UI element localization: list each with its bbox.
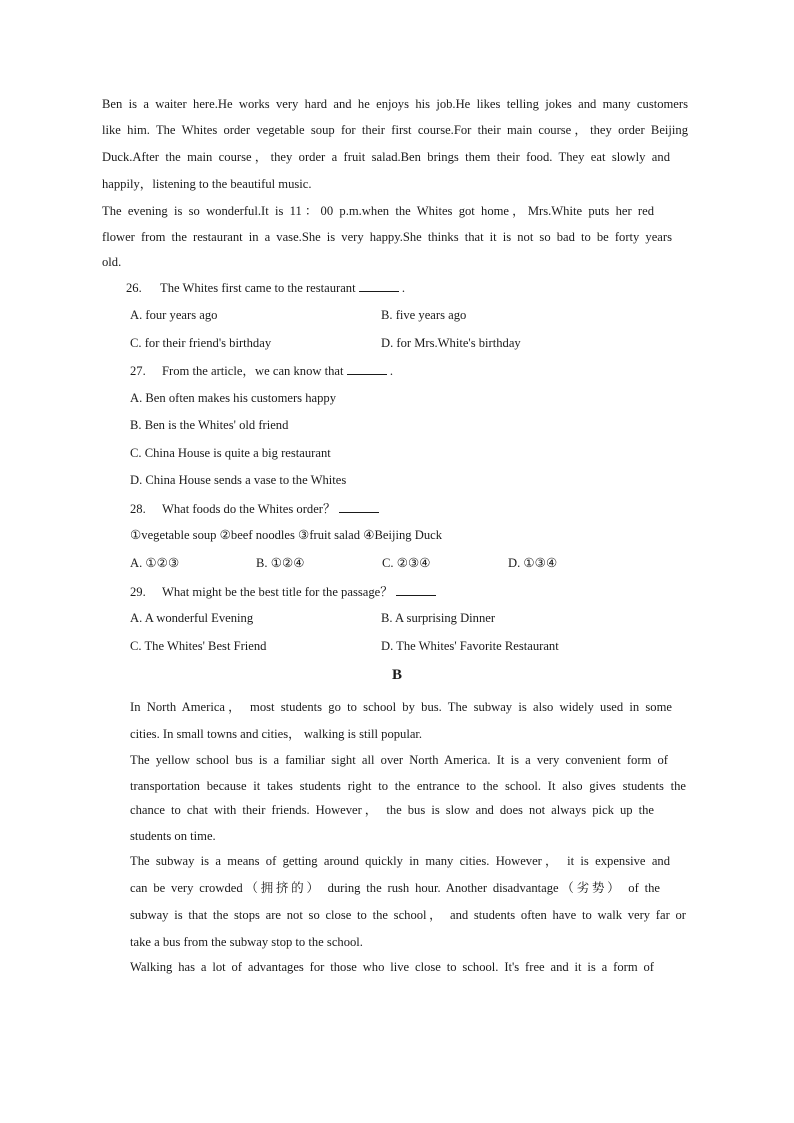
answer-blank[interactable] (347, 362, 387, 375)
question-stem: The Whites first came to the restaurant (160, 281, 356, 295)
passage-b-line: students on time. (130, 829, 216, 843)
answer-blank[interactable] (339, 500, 379, 513)
option-b[interactable]: B. ①②④ (256, 556, 305, 570)
option-d[interactable]: D. for Mrs.White's birthday (381, 336, 521, 350)
option-a[interactable]: A. four years ago (130, 308, 218, 322)
passage-b-line: Walking has a lot of advantages for those who live close to school. It's free and it is a form of (130, 960, 654, 974)
passage-b-line: The yellow school bus is a familiar sight all over North America. It is a very convenient form of (130, 753, 668, 767)
question-stem: From the article，we can know that (162, 364, 344, 378)
question-28 (130, 500, 379, 517)
option-d[interactable]: D. The Whites' Favorite Restaurant (381, 639, 559, 653)
option-b[interactable]: B. A surprising Dinner (381, 611, 496, 625)
passage-a-line: old. (102, 255, 122, 269)
option-c[interactable]: C. ②③④ (382, 556, 431, 570)
passage-a-line: happily，listening to the beautiful music. (102, 177, 312, 191)
question-number: 26. (126, 281, 142, 295)
option-a[interactable]: A. Ben often makes his customers happy (130, 391, 337, 405)
option-c[interactable]: C. China House is quite a big restaurant (130, 446, 331, 460)
passage-a-line: The evening is so wonderful.It is 11：00 p.m.when the Whites got home，Mrs.White puts her red (102, 204, 654, 218)
option-a[interactable]: A. A wonderful Evening (130, 611, 254, 625)
question-28-items: ①vegetable soup ②beef noodles ③fruit salad ④Beijing Duck (130, 528, 443, 542)
passage-b-line: transportation because it takes students right to the entrance to the school. It also gives students the (130, 779, 686, 793)
passage-b-line: subway is that the stops are not so close to the school， and students often have to walk very far or (130, 908, 686, 922)
option-a[interactable]: A. ①②③ (130, 556, 180, 570)
question-number: 29. (130, 585, 146, 599)
option-c[interactable]: C. for their friend's birthday (130, 336, 272, 350)
option-c[interactable]: C. The Whites' Best Friend (130, 639, 267, 653)
passage-a-line: Ben is a waiter here.He works very hard and he enjoys his job.He likes telling jokes and many customers (102, 97, 688, 111)
option-d[interactable]: D. China House sends a vase to the Whites (130, 473, 347, 487)
section-heading: B (391, 667, 402, 683)
passage-a-line: Duck.After the main course，they order a fruit salad.Ben brings them their food. They eat slowly and (102, 150, 670, 164)
question-number: 27. (130, 364, 146, 378)
passage-b-line: can be very crowded（拥挤的） during the rush hour. Another disadvantage（劣势） of the (130, 881, 660, 895)
question-27: 27. From the article，we can know that . (130, 364, 393, 378)
passage-b-line: The subway is a means of getting around quickly in many cities. However， it is expensive and (130, 854, 670, 868)
question-29 (130, 583, 436, 600)
passage-b-line: In North America， most students go to school by bus. The subway is also widely used in some (130, 700, 672, 714)
answer-blank[interactable] (359, 279, 399, 292)
option-b[interactable]: B. Ben is the Whites' old friend (130, 418, 289, 432)
question-26: 26. The Whites first came to the restaurant . (126, 281, 406, 295)
passage-b-line: take a bus from the subway stop to the school. (130, 935, 363, 949)
option-b[interactable]: B. five years ago (381, 308, 467, 322)
passage-a-line: like him. The Whites order vegetable soup for their first course.For their main course，they order Beijing (102, 123, 688, 137)
question-stem: What foods do the Whites order？ (162, 502, 336, 516)
answer-blank[interactable] (396, 583, 436, 596)
passage-b-line: cities. In small towns and cities， walking is still popular. (130, 727, 423, 741)
passage-a-line: flower from the restaurant in a vase.She is very happy.She thinks that it is not so bad to be forty years (102, 230, 672, 244)
option-d[interactable]: D. ①③④ (508, 556, 558, 570)
passage-b-line: chance to chat with their friends. However， the bus is slow and does not always pick up the (130, 803, 654, 817)
question-stem: What might be the best title for the passage？ (162, 585, 393, 599)
question-number: 28. (130, 502, 146, 516)
